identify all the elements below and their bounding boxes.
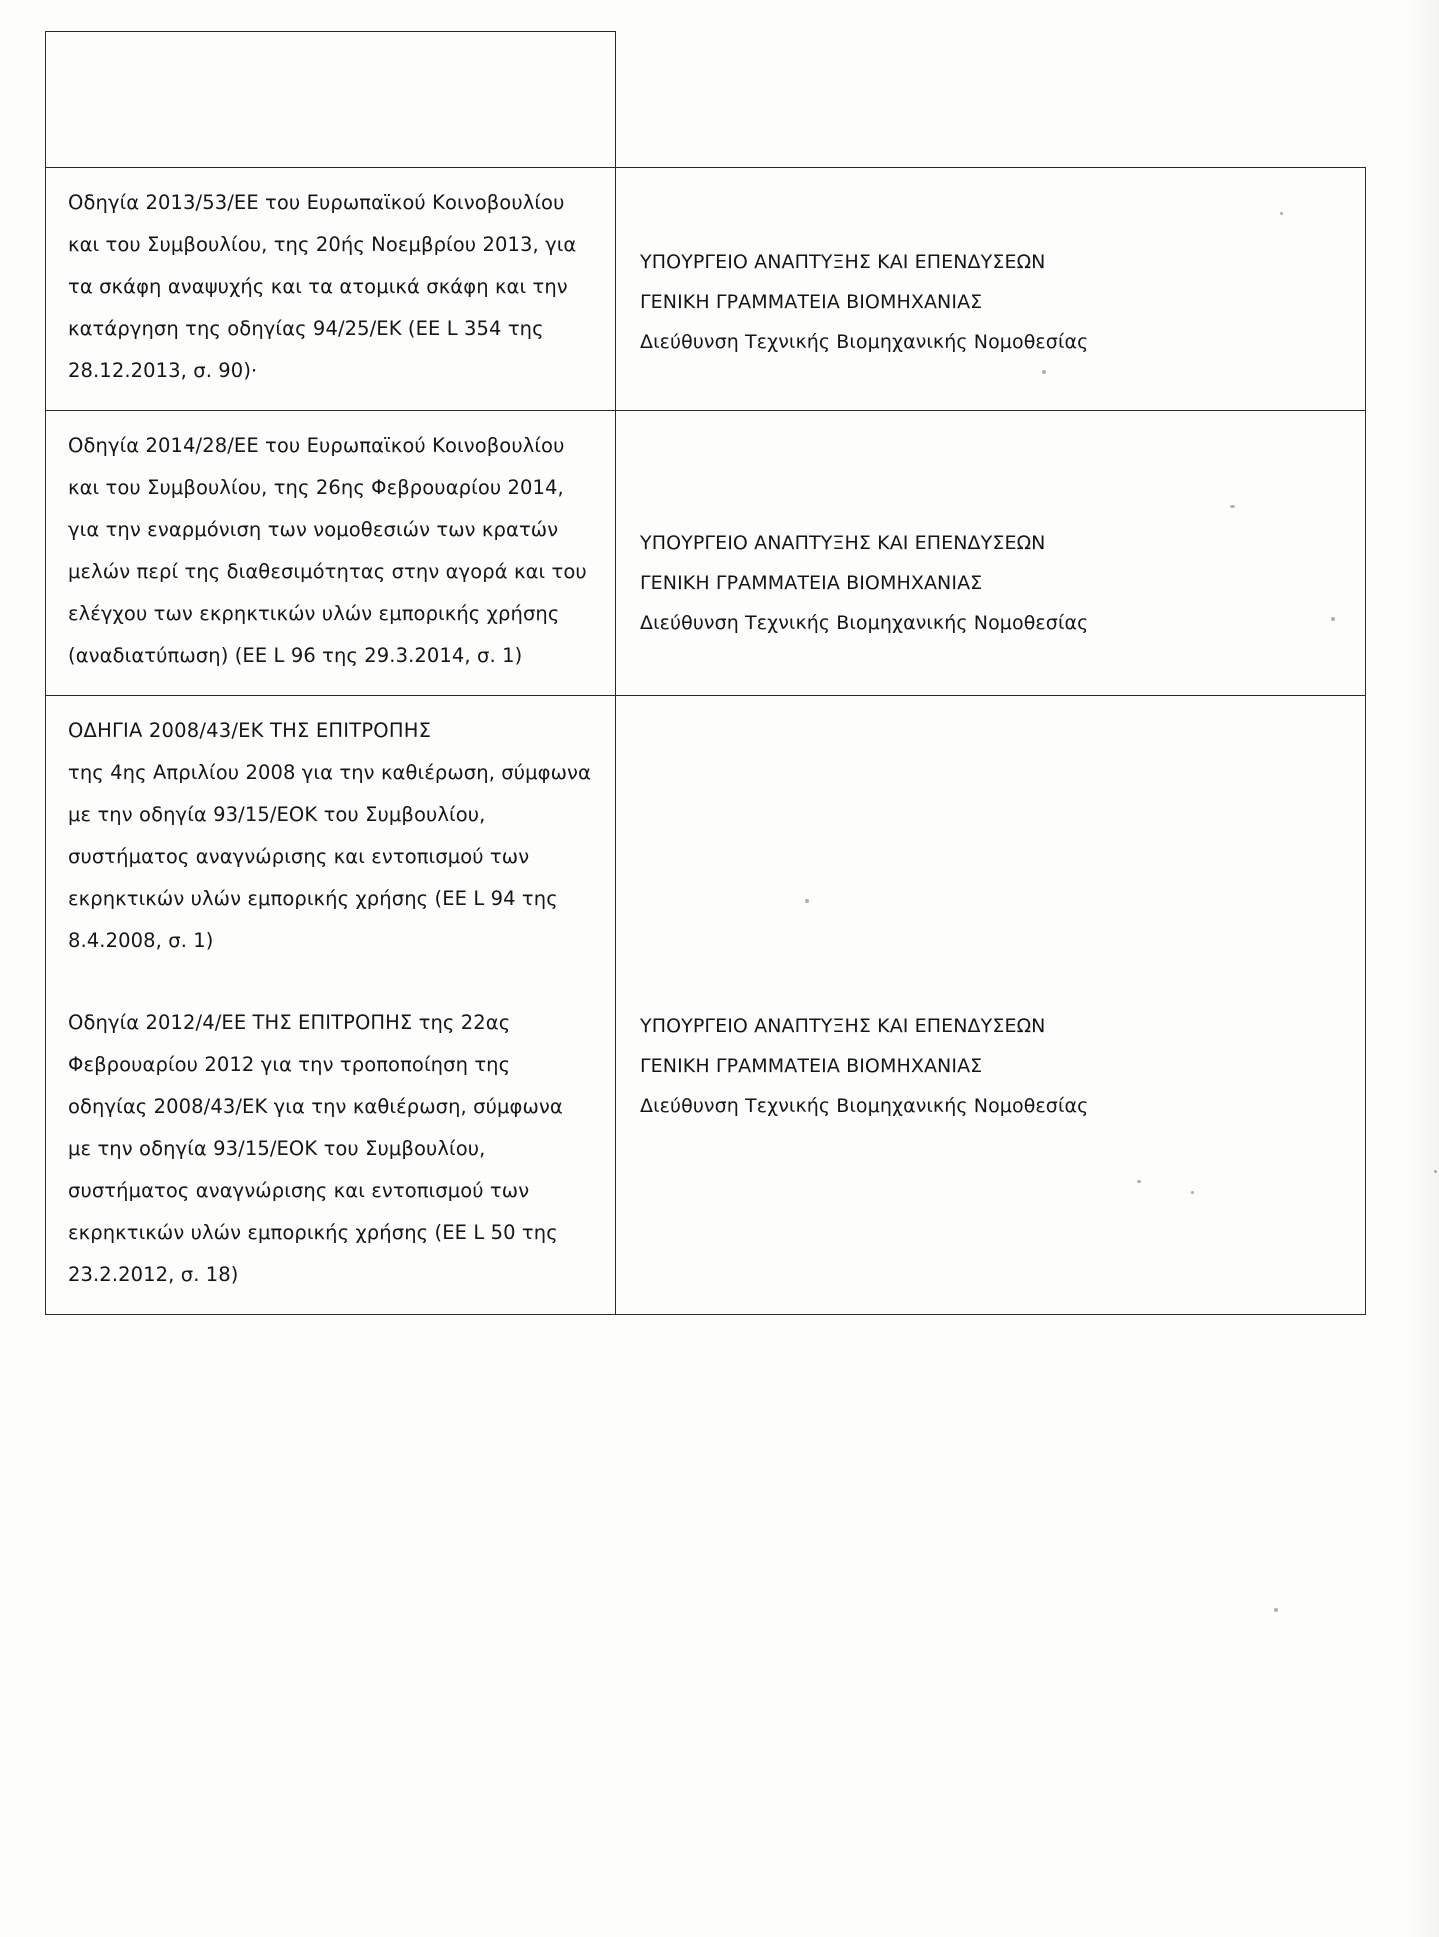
directive-line: και του Συμβουλίου, της 20ής Νοεμβρίου 2013, για (68, 233, 577, 256)
directive-line: για την εναρμόνιση των νομοθεσιών των κρατών (68, 518, 559, 541)
table-cell-directive-empty (46, 32, 616, 168)
directive-line: Φεβρουαρίου 2012 για την τροποποίηση της (68, 1053, 511, 1076)
directive-line: εκρηκτικών υλών εμπορικής χρήσης (ΕΕ L 50 της (68, 1221, 558, 1244)
scan-speck (1230, 505, 1235, 508)
scan-speck (1331, 617, 1335, 621)
directive-line: συστήματος αναγνώρισης και εντοπισμού των (68, 845, 530, 868)
directive-line: με την οδηγία 93/15/ΕΟΚ του Συμβουλίου, (68, 803, 486, 826)
authority-line-secretariat: ΓΕΝΙΚΗ ΓΡΑΜΜΑΤΕΙΑ ΒΙΟΜΗΧΑΝΙΑΣ (640, 291, 983, 313)
directive-text (46, 696, 615, 1314)
directive-line: Οδηγία 2013/53/ΕΕ του Ευρωπαϊκού Κοινοβουλίου (68, 191, 565, 214)
authority-text (616, 411, 1365, 661)
table-cell-authority (616, 168, 1366, 411)
table-cell-authority-empty (616, 32, 1366, 168)
authority-line-directorate: Διεύθυνση Τεχνικής Βιομηχανικής Νομοθεσίας (640, 331, 1089, 353)
scan-speck (1280, 212, 1283, 215)
authority-line-directorate: Διεύθυνση Τεχνικής Βιομηχανικής Νομοθεσίας (640, 1095, 1089, 1117)
table-cell-directive (46, 411, 616, 696)
directive-line: 8.4.2008, σ. 1) (68, 929, 214, 952)
authority-text (616, 696, 1365, 1144)
directive-text (46, 168, 615, 410)
directive-line: 23.2.2012, σ. 18) (68, 1263, 239, 1286)
directive-line: οδηγίας 2008/43/ΕΚ για την καθιέρωση, σύμφωνα (68, 1095, 563, 1118)
directive-line: 28.12.2013, σ. 90)· (68, 359, 258, 382)
authority-line-secretariat: ΓΕΝΙΚΗ ΓΡΑΜΜΑΤΕΙΑ ΒΙΟΜΗΧΑΝΙΑΣ (640, 572, 983, 594)
table-cell-authority (616, 411, 1366, 696)
scan-speck (1042, 370, 1046, 374)
directive-line: με την οδηγία 93/15/ΕΟΚ του Συμβουλίου, (68, 1137, 486, 1160)
empty-cell-content (46, 32, 615, 64)
directive-line: (αναδιατύπωση) (ΕΕ L 96 της 29.3.2014, σ. 1) (68, 644, 523, 667)
scan-speck (1274, 1608, 1278, 1612)
authority-line-directorate: Διεύθυνση Τεχνικής Βιομηχανικής Νομοθεσίας (640, 612, 1089, 634)
directive-line: εκρηκτικών υλών εμπορικής χρήσης (ΕΕ L 94 της (68, 887, 558, 910)
scan-speck (1434, 1170, 1437, 1173)
directive-line: μελών περί της διαθεσιμότητας στην αγορά και του (68, 560, 587, 583)
directive-line: ελέγχου των εκρηκτικών υλών εμπορικής χρήσης (68, 602, 560, 625)
scan-speck (805, 899, 809, 903)
directive-line: και του Συμβουλίου, της 26ης Φεβρουαρίου 2014, (68, 476, 564, 499)
directive-line: Οδηγία 2014/28/ΕΕ του Ευρωπαϊκού Κοινοβουλίου (68, 434, 565, 457)
table-cell-directive (46, 168, 616, 411)
authority-line-ministry: ΥΠΟΥΡΓΕΙΟ ΑΝΑΠΤΥΞΗΣ ΚΑΙ ΕΠΕΝΔΥΣΕΩΝ (640, 251, 1046, 273)
table-row (46, 411, 1366, 696)
directive-line: Οδηγία 2012/4/ΕΕ ΤΗΣ ΕΠΙΤΡΟΠΗΣ της 22ας (68, 1011, 511, 1034)
table-row (46, 696, 1366, 1315)
table-row (46, 168, 1366, 411)
table-row (46, 32, 1366, 168)
table-cell-directive (46, 696, 616, 1315)
directive-line: κατάργηση της οδηγίας 94/25/ΕΚ (ΕΕ L 354 της (68, 317, 544, 340)
authority-line-ministry: ΥΠΟΥΡΓΕΙΟ ΑΝΑΠΤΥΞΗΣ ΚΑΙ ΕΠΕΝΔΥΣΕΩΝ (640, 1015, 1046, 1037)
directive-line: της 4ης Απριλίου 2008 για την καθιέρωση, σύμφωνα (68, 761, 591, 784)
authority-text (616, 168, 1365, 380)
directive-line: συστήματος αναγνώρισης και εντοπισμού των (68, 1179, 530, 1202)
scan-speck (1191, 1191, 1194, 1194)
scan-speck (1137, 1180, 1141, 1183)
table-cell-authority (616, 696, 1366, 1315)
directive-line: ΟΔΗΓΙΑ 2008/43/ΕΚ ΤΗΣ ΕΠΙΤΡΟΠΗΣ (68, 719, 432, 742)
authority-line-secretariat: ΓΕΝΙΚΗ ΓΡΑΜΜΑΤΕΙΑ ΒΙΟΜΗΧΑΝΙΑΣ (640, 1055, 983, 1077)
scan-edge-shadow (1405, 0, 1439, 1937)
directive-text (46, 411, 615, 695)
authority-line-ministry: ΥΠΟΥΡΓΕΙΟ ΑΝΑΠΤΥΞΗΣ ΚΑΙ ΕΠΕΝΔΥΣΕΩΝ (640, 532, 1046, 554)
directive-line: τα σκάφη αναψυχής και τα ατομικά σκάφη και την (68, 275, 568, 298)
directives-table (45, 31, 1366, 1315)
